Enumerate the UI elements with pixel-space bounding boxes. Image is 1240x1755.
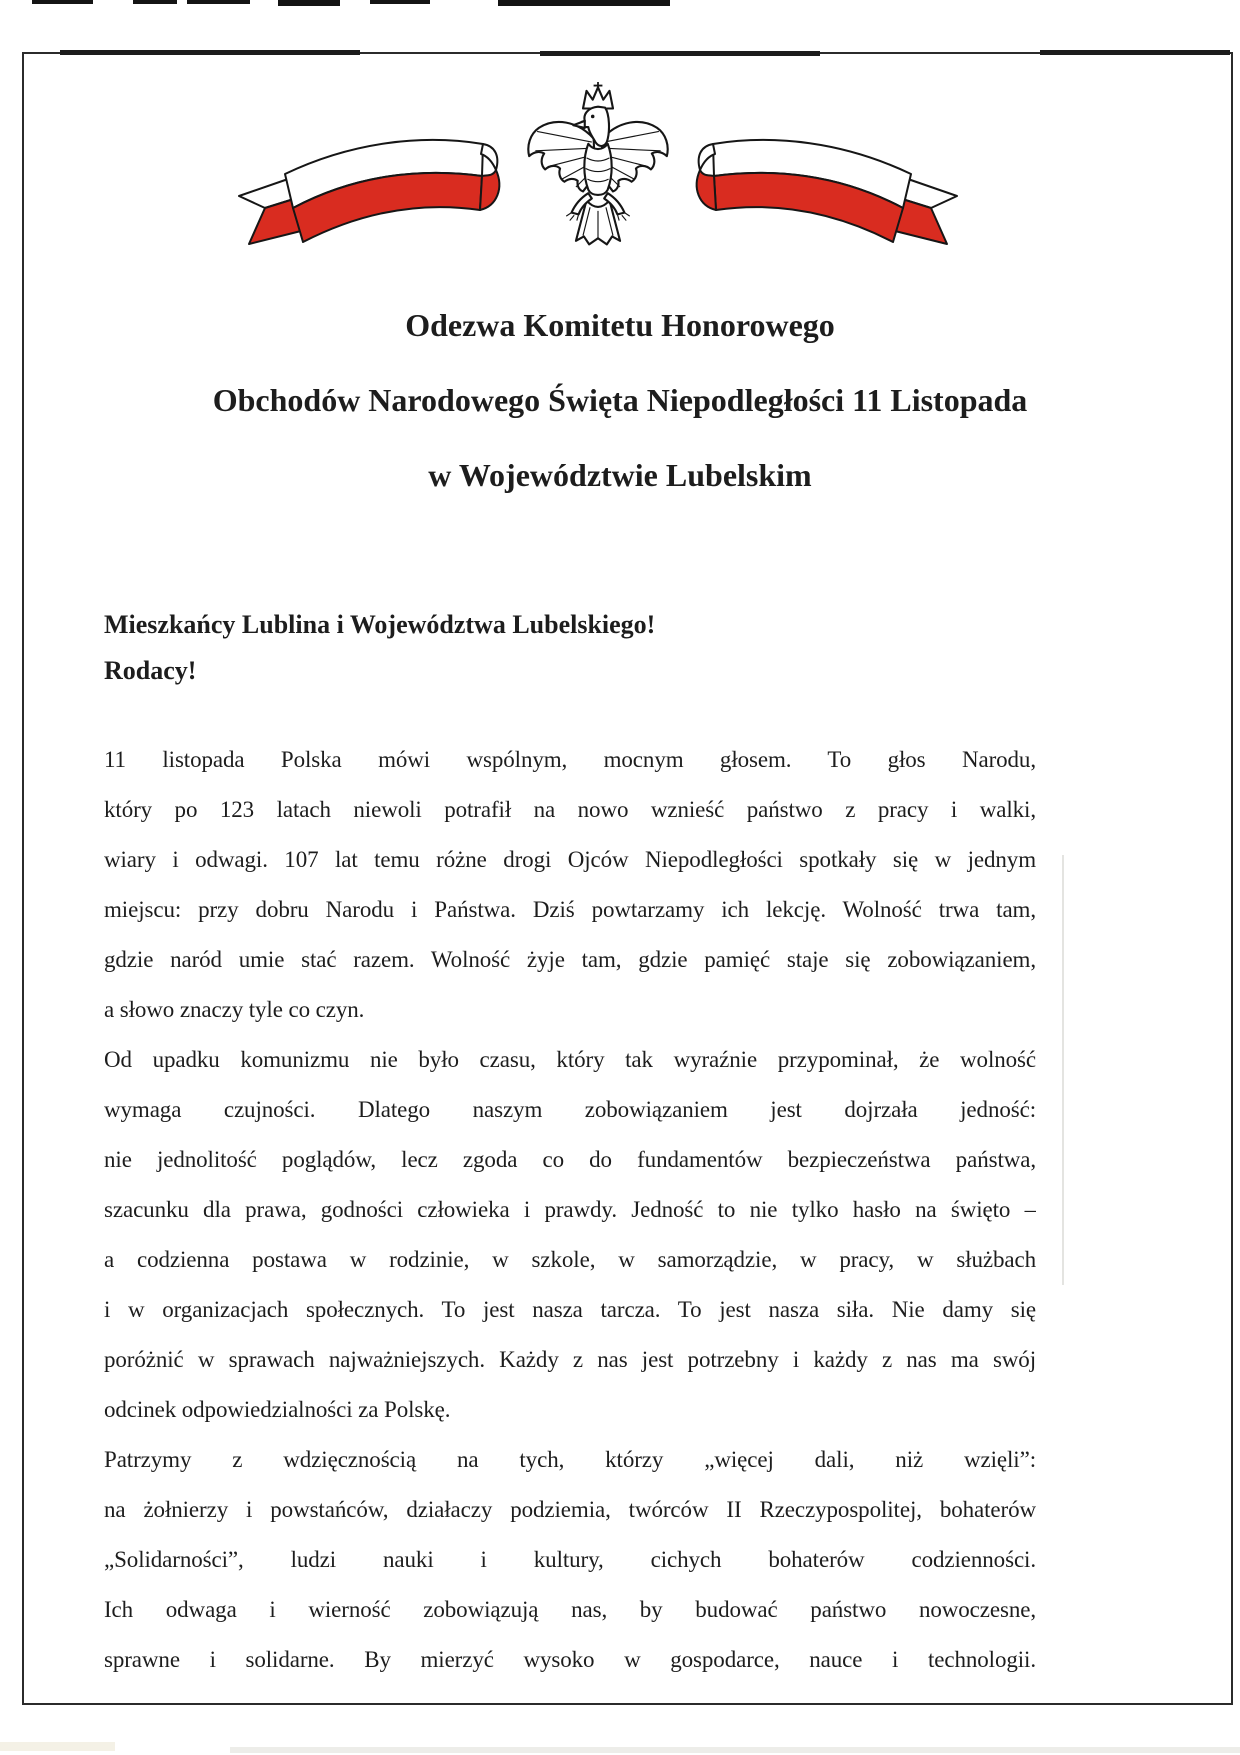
paragraph-1 [104,735,1036,1035]
text-line: 11 listopada Polska mówi wspólnym, mocnym głosem. To głos Narodu, [104,747,1036,772]
text-line: wymaga czujności. Dlatego naszym zobowiązaniem jest dojrzała jedność: [104,1097,1036,1122]
text-line: który po 123 latach niewoli potrafił na nowo wznieść państwo z pracy i walki, [104,797,1036,822]
text-line: szacunku dla prawa, godności człowieka i prawdy. Jedność to nie tylko hasło na święto – [104,1197,1036,1222]
text-line: Od upadku komunizmu nie było czasu, który tak wyraźnie przypominał, że wolność [104,1047,1036,1072]
text-line: Ich odwaga i wierność zobowiązują nas, by budować państwo nowoczesne, [104,1597,1036,1622]
document-body [104,735,1036,1685]
paragraph-2 [104,1035,1036,1435]
title-line-3: w Województwie Lubelskim [428,457,812,493]
text-line: a codzienna postawa w rodzinie, w szkole, w samorządzie, w pracy, w służbach [104,1247,1036,1272]
text-line: miejscu: przy dobru Narodu i Państwa. Dziś powtarzamy ich lekcję. Wolność trwa tam, [104,897,1036,922]
text-line: Patrzymy z wdzięcznością na tych, którzy „więcej dali, niż wzięli”: [104,1447,1036,1472]
header-emblem [0,76,1218,268]
text-line: wiary i odwagi. 107 lat temu różne drogi Ojców Niepodległości spotkały się w jednym [104,847,1036,872]
document-title [0,288,1240,513]
title-line-1: Odezwa Komitetu Honorowego [405,307,835,343]
text-line: i w organizacjach społecznych. To jest nasza tarcza. To jest nasza siła. Nie damy się [104,1297,1036,1322]
paragraph-3 [104,1435,1036,1685]
text-line: „Solidarności”, ludzi nauki i kultury, cichych bohaterów codzienności. [104,1547,1036,1572]
text-line: sprawne i solidarne. By mierzyć wysoko w gospodarce, nauce i technologii. [104,1647,1036,1672]
text-line: odcinek odpowiedzialności za Polskę. [104,1397,451,1422]
text-line: a słowo znaczy tyle co czyn. [104,997,365,1022]
text-line: poróżnić w sprawach najważniejszych. Każdy z nas jest potrzebny i każdy z nas ma swój [104,1347,1036,1372]
scan-streak-vertical [1062,855,1064,1285]
salutation-line-1: Mieszkańcy Lublina i Województwa Lubelskiego! [104,610,656,639]
flag-ribbon-left-icon [227,118,507,268]
text-line: na żołnierzy i powstańców, działaczy podziemia, twórców II Rzeczypospolitej, bohaterów [104,1497,1036,1522]
salutation [104,602,655,694]
flag-ribbon-right-icon [689,118,969,268]
text-line: gdzie naród umie stać razem. Wolność żyje tam, gdzie pamięć staje się zobowiązaniem, [104,947,1036,972]
salutation-line-2: Rodacy! [104,656,197,685]
polish-eagle-icon [523,76,673,261]
text-line: nie jednolitość poglądów, lecz zgoda co do fundamentów bezpieczeństwa państwa, [104,1147,1036,1172]
title-line-2: Obchodów Narodowego Święta Niepodległości 11 Listopada [212,382,1028,418]
